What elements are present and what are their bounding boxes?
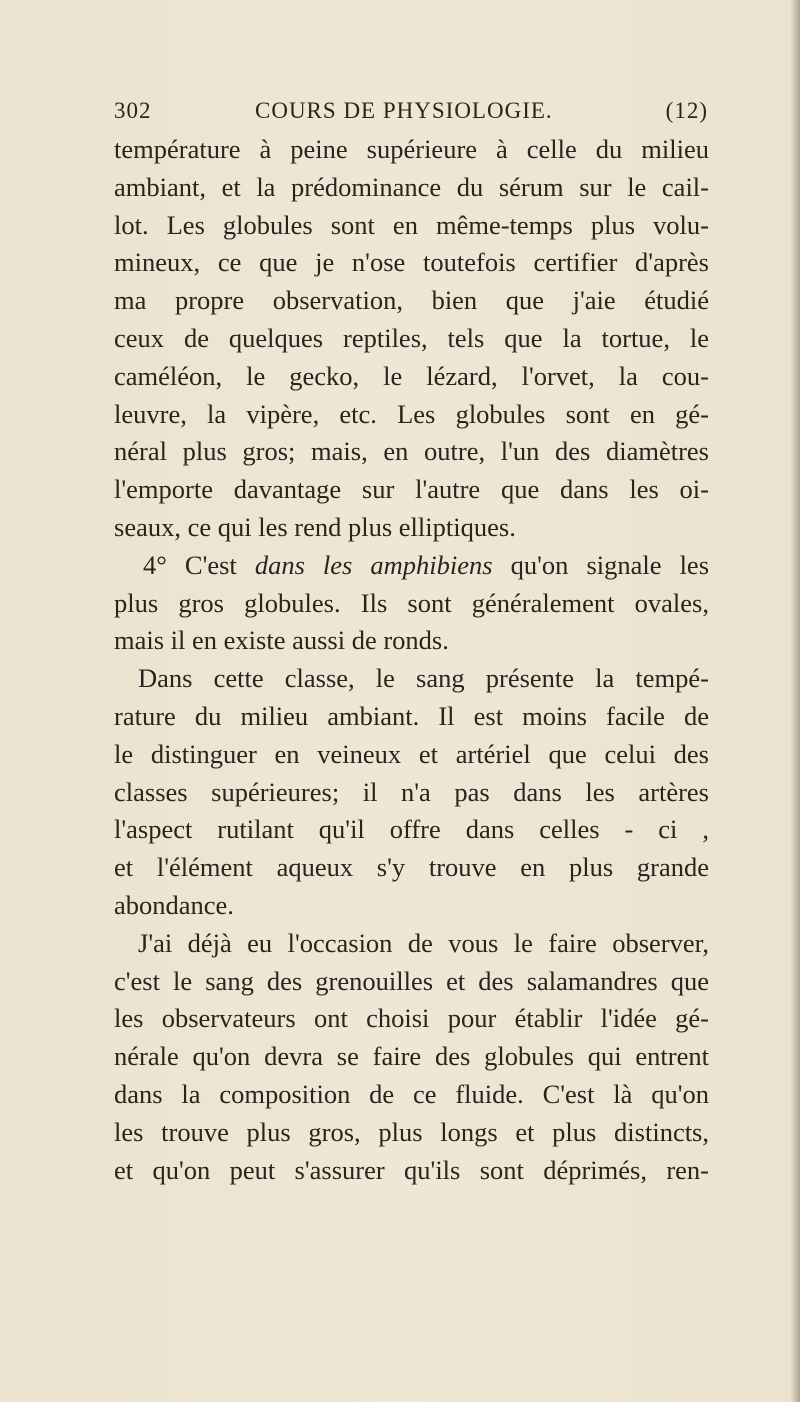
text-line: rature du milieu ambiant. Il est moins facile de: [114, 700, 709, 731]
page-number: 302: [114, 98, 152, 123]
text-line: ambiant, et la prédominance du sérum sur le cail-: [114, 171, 709, 202]
text-line: l'aspect rutilant qu'il offre dans celles - ci ,: [114, 814, 709, 845]
text-line: le distinguer en veineux et artériel que celui des: [114, 738, 709, 769]
text-run: 4° C'est: [143, 549, 255, 580]
text-line: caméléon, le gecko, le lézard, l'orvet, la cou-: [114, 360, 709, 391]
text-run: qu'on signale les: [492, 549, 710, 580]
text-line: température à peine supérieure à celle du milieu: [114, 134, 709, 164]
text-line: Dans cette classe, le sang présente la tempé-: [138, 663, 709, 694]
text-line: les observateurs ont choisi pour établir l'idée gé-: [114, 1003, 709, 1034]
text-line: néral plus gros; mais, en outre, l'un des diamètres: [114, 436, 709, 467]
text-line: mais il en existe aussi de ronds.: [114, 625, 449, 656]
text-line: J'ai déjà eu l'occasion de vous le faire observer,: [138, 927, 709, 958]
text-line: nérale qu'on devra se faire des globules qui entrent: [114, 1041, 709, 1072]
text-line: et qu'on peut s'assurer qu'ils sont déprimés, ren-: [114, 1154, 709, 1185]
text-line: l'emporte davantage sur l'autre que dans les oi-: [114, 474, 709, 505]
text-line: seaux, ce qui les rend plus elliptiques.: [114, 511, 516, 542]
text-line: et l'élément aqueux s'y trouve en plus grande: [114, 852, 709, 883]
text-line: ma propre observation, bien que j'aie étudié: [114, 285, 709, 316]
text-line: les trouve plus gros, plus longs et plus distincts,: [114, 1116, 709, 1147]
paragraph-amphibians-opening: [114, 547, 709, 585]
text-line: classes supérieures; il n'a pas dans les artères: [114, 776, 709, 807]
text-line: dans la composition de ce fluide. C'est là qu'on: [114, 1078, 709, 1109]
text-line: c'est le sang des grenouilles et des salamandres que: [114, 965, 709, 996]
chapter-mark: (12): [665, 98, 708, 123]
italic-phrase: dans les amphibiens: [254, 549, 493, 580]
body-text: [114, 131, 709, 1189]
text-line: mineux, ce que je n'ose toutefois certifier d'après: [114, 247, 709, 278]
text-line: ceux de quelques reptiles, tels que la tortue, le: [114, 322, 709, 353]
text-line: abondance.: [114, 889, 234, 920]
running-header: [114, 98, 708, 128]
text-line: plus gros globules. Ils sont généralement ovales,: [114, 587, 709, 618]
text-line: leuvre, la vipère, etc. Les globules sont en gé-: [114, 398, 709, 429]
text-line: lot. Les globules sont en même-temps plus volu-: [114, 209, 709, 240]
running-title: COURS DE PHYSIOLOGIE.: [255, 98, 553, 123]
page-edge-shadow: [790, 0, 800, 1402]
